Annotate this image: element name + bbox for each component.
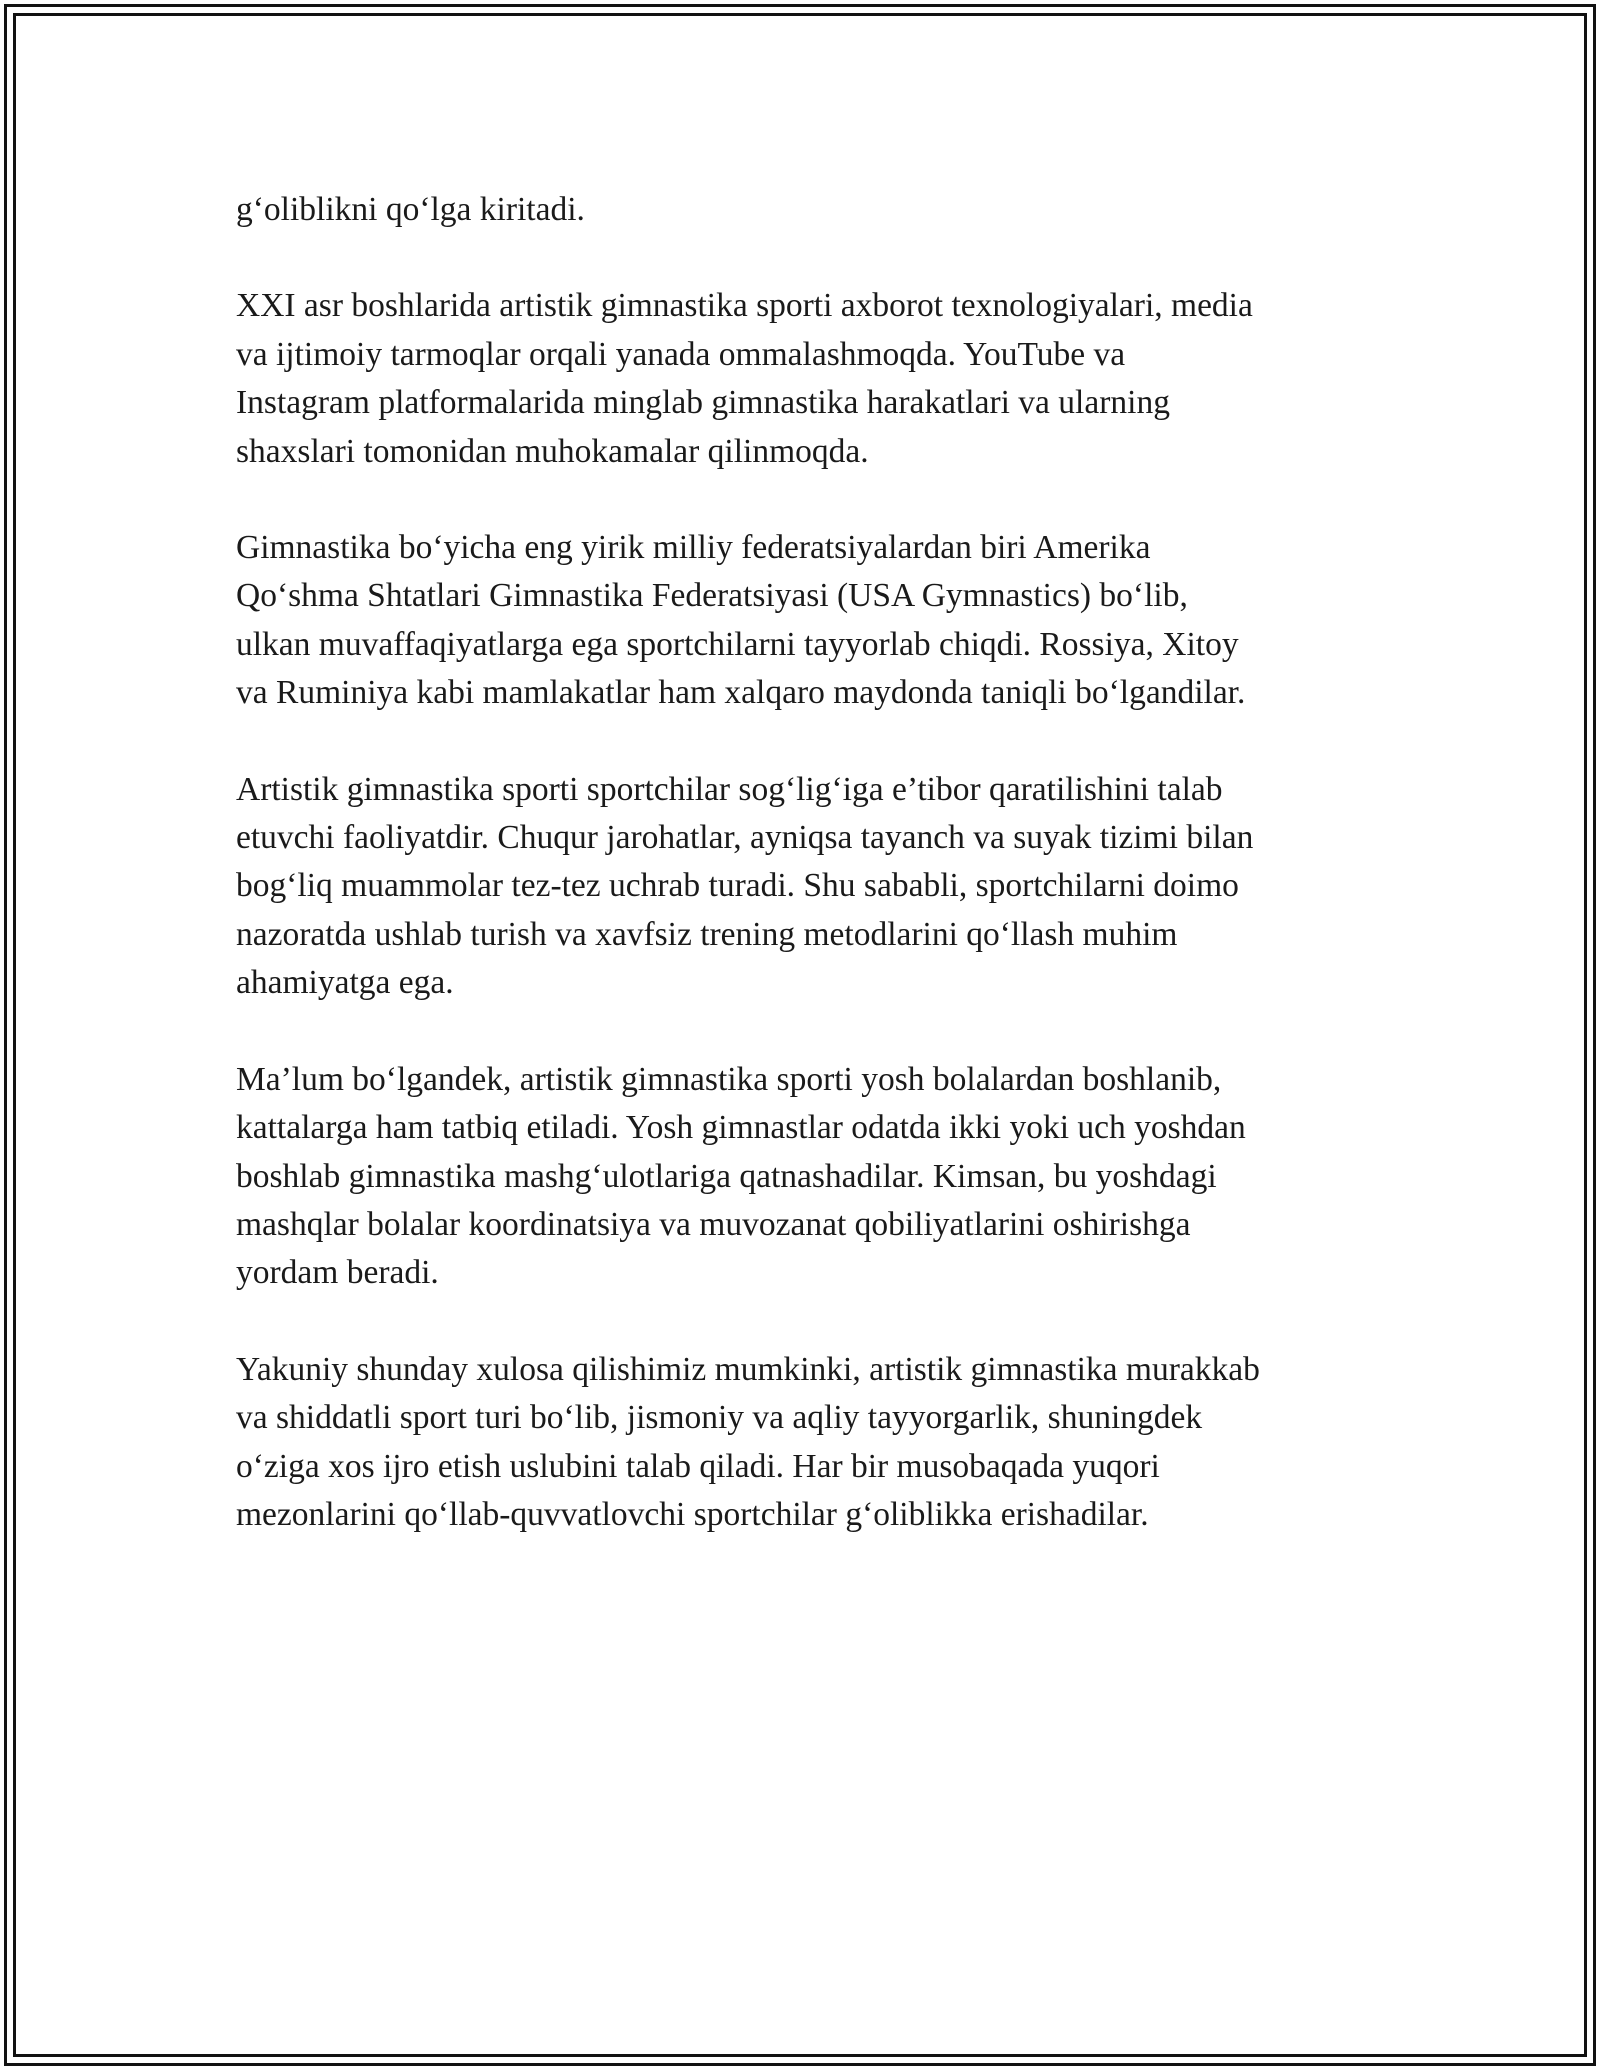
text-line: yordam beradi. (236, 1254, 439, 1292)
text-line: etuvchi faoliyatdir. Chuqur jarohatlar, ayniqsa tayanch va suyak tizimi bilan (236, 819, 1254, 857)
text-line: mezonlarini qo‘llab-quvvatlovchi sportchilar g‘oliblikka erishadilar. (236, 1495, 1149, 1533)
document-body (236, 186, 1366, 1587)
text-line: Instagram platformalarida minglab gimnastika harakatlari va ularning (236, 384, 1170, 422)
paragraph-2 (236, 282, 1366, 476)
text-line: XXI asr boshlarida artistik gimnastika sporti axborot texnologiyalari, media (236, 287, 1253, 325)
text-line: Qo‘shma Shtatlari Gimnastika Federatsiyasi (USA Gymnastics) bo‘lib, (236, 577, 1188, 615)
paragraph-4 (236, 766, 1366, 1008)
text-line: shaxslari tomonidan muhokamalar qilinmoqda. (236, 432, 869, 470)
text-line: va ijtimoiy tarmoqlar orqali yanada ommalashmoqda. YouTube va (236, 335, 1126, 373)
text-line: kattalarga ham tatbiq etiladi. Yosh gimnastlar odatda ikki yoki uch yoshdan (236, 1109, 1246, 1147)
text-line: mashqlar bolalar koordinatsiya va muvozanat qobiliyatlarini oshirishga (236, 1205, 1191, 1243)
paragraph-1 (236, 186, 1366, 234)
text-line: Artistik gimnastika sporti sportchilar sog‘lig‘iga e’tibor qaratilishini talab (236, 770, 1223, 808)
paragraph-6 (236, 1346, 1366, 1540)
text-line: Yakuniy shunday xulosa qilishimiz mumkinki, artistik gimnastika murakkab (236, 1350, 1260, 1388)
text-line: va shiddatli sport turi bo‘lib, jismoniy va aqliy tayyorgarlik, shuningdek (236, 1399, 1203, 1437)
text-line: g‘oliblikni qo‘lga kiritadi. (236, 191, 585, 228)
text-line: ahamiyatga ega. (236, 964, 454, 1002)
text-line: o‘ziga xos ijro etish uslubini talab qiladi. Har bir musobaqada yuqori (236, 1447, 1160, 1485)
paragraph-5 (236, 1056, 1366, 1298)
text-line: bog‘liq muammolar tez-tez uchrab turadi. Shu sababli, sportchilarni doimo (236, 867, 1239, 905)
paragraph-3 (236, 524, 1366, 718)
text-line: Gimnastika bo‘yicha eng yirik milliy federatsiyalardan biri Amerika (236, 529, 1151, 567)
text-line: nazoratda ushlab turish va xavfsiz trening metodlarini qo‘llash muhim (236, 915, 1178, 953)
text-line: ulkan muvaffaqiyatlarga ega sportchilarni tayyorlab chiqdi. Rossiya, Xitoy (236, 625, 1239, 663)
text-line: boshlab gimnastika mashg‘ulotlariga qatnashadilar. Kimsan, bu yoshdagi (236, 1157, 1217, 1195)
text-line: Ma’lum bo‘lgandek, artistik gimnastika sporti yosh bolalardan boshlanib, (236, 1060, 1222, 1098)
text-line: va Ruminiya kabi mamlakatlar ham xalqaro maydonda taniqli bo‘lgandilar. (236, 674, 1246, 712)
